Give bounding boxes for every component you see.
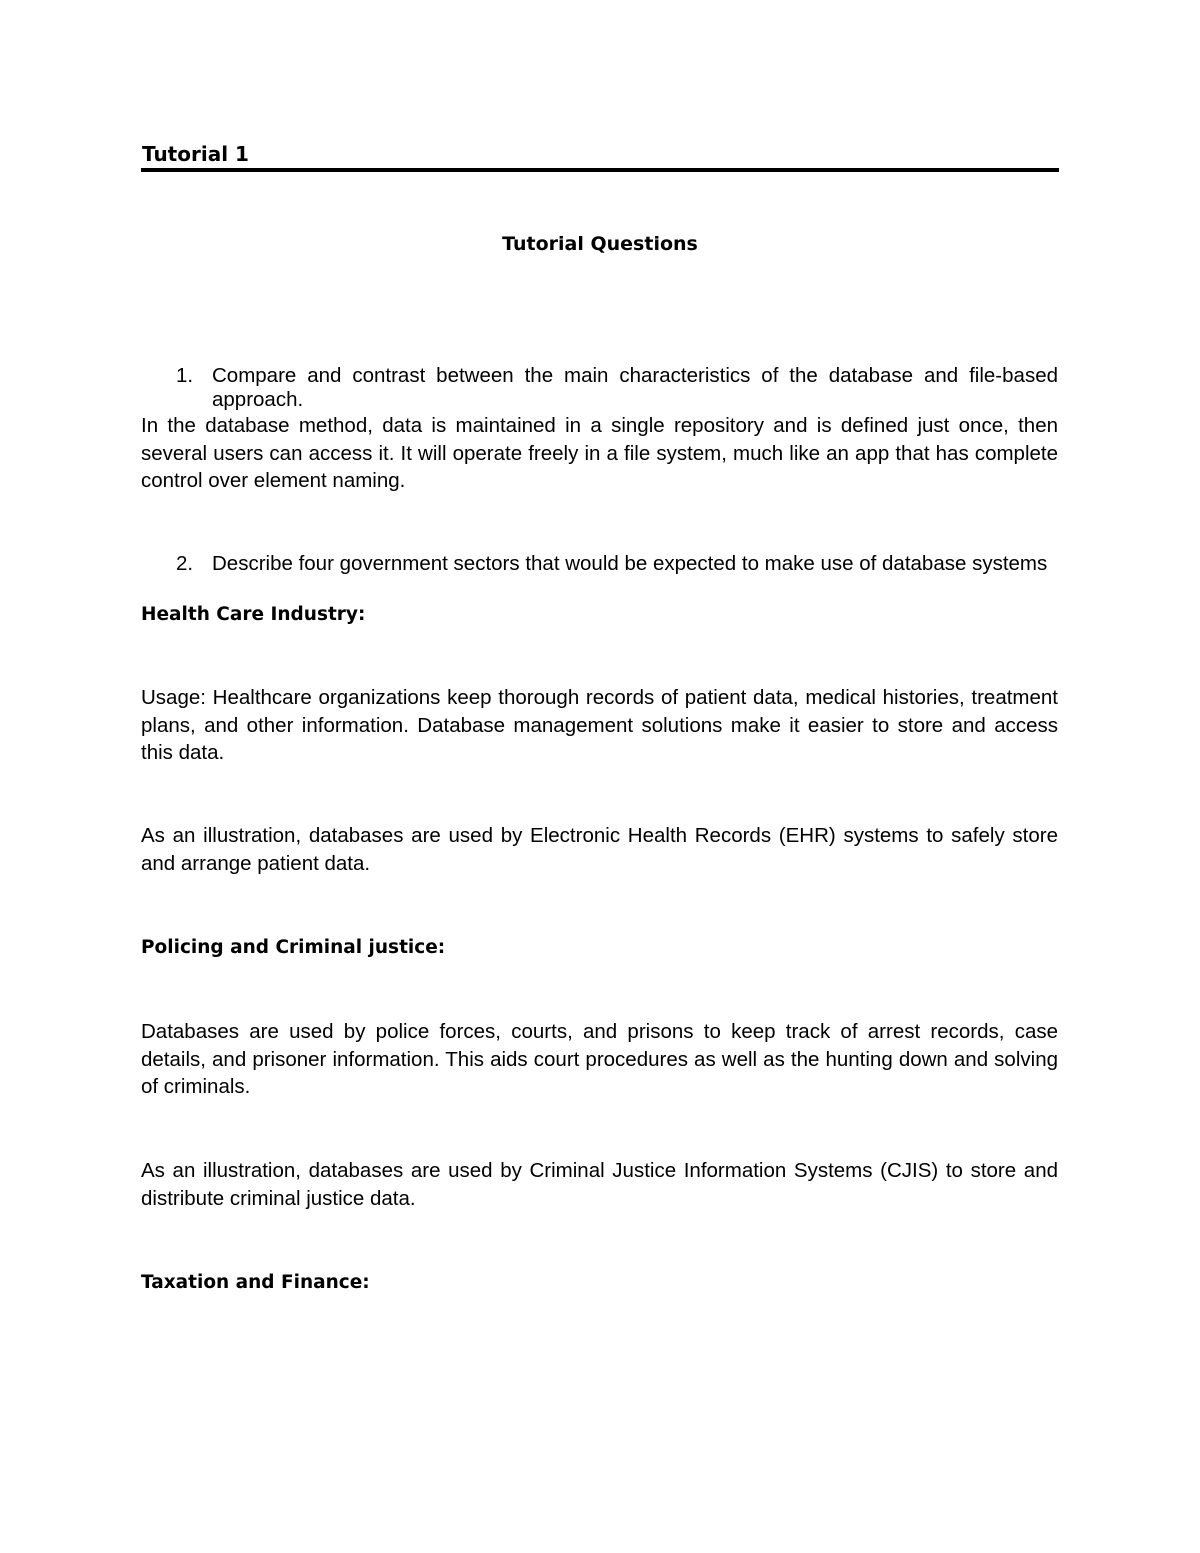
section-heading-taxation: Taxation and Finance: bbox=[141, 1272, 370, 1293]
page-header-title: Tutorial 1 bbox=[142, 142, 249, 166]
question-text: Describe four government sectors that would be expected to make use of database systems bbox=[212, 552, 1048, 575]
answer-paragraph-1: In the database method, data is maintained in a single repository and is defined just once, then several users can access it. It will operate freely in a file system, much like an app that has complete control over element naming. bbox=[141, 414, 1058, 492]
question-text: Compare and contrast between the main characteristics of the database and file-based approach. bbox=[212, 364, 1058, 411]
section-heading-policing: Policing and Criminal justice: bbox=[141, 937, 446, 958]
section-example-policing: As an illustration, databases are used by Criminal Justice Information Systems (CJIS) to store and distribute criminal justice data. bbox=[141, 1159, 1058, 1210]
question-number: 1. bbox=[176, 364, 194, 387]
section-heading-health-care: Health Care Industry: bbox=[141, 604, 366, 625]
question-number: 2. bbox=[176, 552, 194, 575]
section-usage-health-care: Usage: Healthcare organizations keep thorough records of patient data, medical histories, treatment plans, and other information. Database management solutions make it easier to store and access this data. bbox=[141, 686, 1058, 764]
section-example-health-care: As an illustration, databases are used by Electronic Health Records (EHR) systems to safely store and arrange patient data. bbox=[141, 824, 1058, 875]
page-title: Tutorial Questions bbox=[502, 233, 698, 255]
header-divider bbox=[141, 168, 1059, 172]
section-usage-policing: Databases are used by police forces, courts, and prisons to keep track of arrest records, case details, and prisoner information. This aids court procedures as well as the hunting down and solving of criminals. bbox=[141, 1020, 1058, 1098]
